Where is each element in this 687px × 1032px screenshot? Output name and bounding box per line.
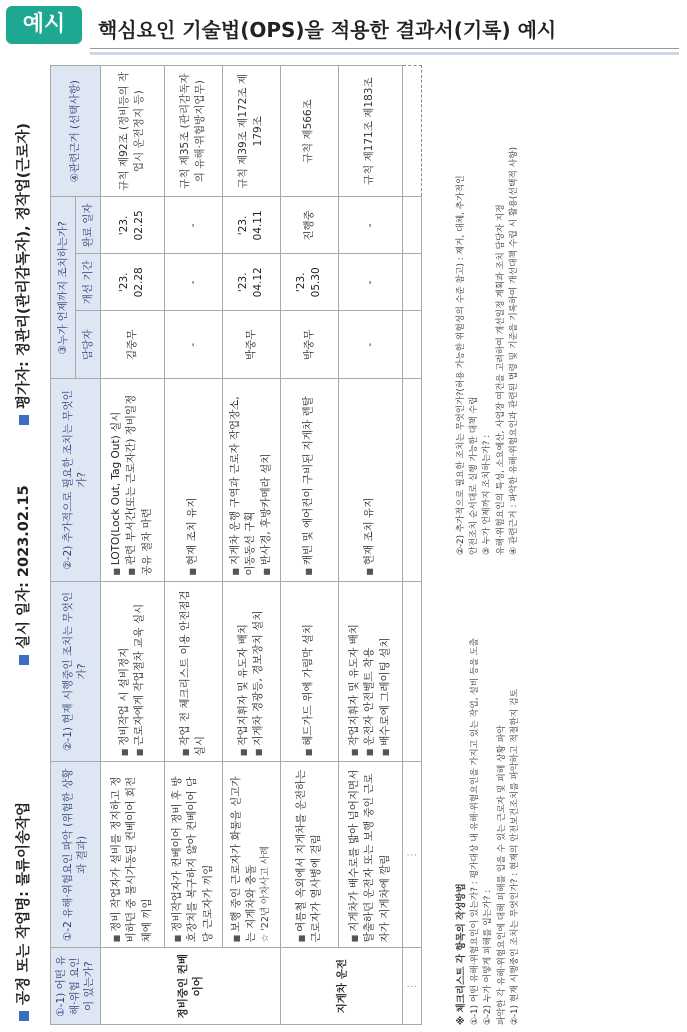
col-header-current: ②-1) 현재 시행중인 조치는 무엇인가? — [51, 581, 101, 762]
note-line: 안전조치 순서대로 실행 가능한 대책 수립 — [469, 396, 480, 555]
hazard-cell: ■ 정비 작업자가 설비를 정지하고 정비하던 중 불시가동된 컨베이어 회전체에 끼임 — [100, 762, 164, 948]
notes-right-column — [455, 115, 521, 555]
note-line: ②-1) 현재 시행중인 조치는 무엇인가? : 현재의 안전보건조치를 파악하고 적절한지 검토 — [509, 688, 520, 1025]
done-cell: '23. 04.11 — [222, 197, 280, 254]
ellipsis-cell: ⋮ — [402, 948, 421, 1025]
table-row — [100, 66, 164, 1025]
note-line: ④ 관련근거 : 파악한 유해·위험요인과 관련된 법령 및 기준을 기록하여 개선대책 수립 시 활용(선택적 사항) — [508, 146, 519, 555]
bullet-square-icon — [19, 1011, 29, 1021]
current-measures-cell: ■ 헤드가드 위에 가림막 설치 — [280, 581, 338, 762]
continuation-row — [402, 66, 421, 1025]
notes-heading: ※ 체크리스트 각 항목의 작성방법 — [456, 883, 467, 1025]
note-line: 파악한 각 유해·위험요인에 대해 피해를 입을 수 있는 근로자 및 피해 상황 파악 — [496, 725, 507, 1025]
title-underline — [90, 52, 679, 55]
additional-measures-cell: ■ 현재 조치 유지 — [164, 379, 222, 582]
basis-cell: 규칙 제92조 (정비등의 작업시 운전정지 등) — [100, 66, 164, 197]
period-cell: '23. 02.28 — [100, 254, 164, 311]
title-divider — [90, 48, 679, 49]
done-cell: - — [338, 197, 402, 254]
hazard-cell: ■ 여름철 옥외에서 지게차를 운전하는 근로자가 열사병에 걸림 — [280, 762, 338, 948]
owner-cell: - — [164, 311, 222, 379]
col-header-when-group: ③누가 언제까지 조치하는가? — [51, 197, 76, 379]
page-title: 핵심요인 기술법(OPS)을 적용한 결과서(기록) 예시 — [98, 18, 557, 42]
col-header-hazard: ①-2 유해·위험요인 파악 (위험한 상황과 결과) — [51, 762, 101, 948]
assessment-table — [50, 65, 422, 1025]
current-measures-cell: ■ 작업지휘자 및 유도자 배치 ■ 지게차 경광등, 경보장치 설치 — [222, 581, 280, 762]
bullet-square-icon — [19, 415, 29, 425]
col-header-task: ①-1) 어떤 유해·위험 요인이 있는가? — [51, 948, 101, 1025]
basis-cell: 규칙 제171조 제183조 — [338, 66, 402, 197]
done-cell: '23. 02.25 — [100, 197, 164, 254]
notes-left-column — [455, 585, 522, 1025]
process-info: 공정 또는 작업명: 물류이송작업 — [12, 802, 33, 1021]
table-row — [338, 66, 402, 1025]
info-header — [6, 65, 42, 1025]
date-info: 실시 일자: 2023.02.15 — [12, 485, 33, 665]
evaluator-info: 평가자: 정관리(관리감독자), 정작업(근로자) — [12, 123, 33, 425]
period-cell: - — [338, 254, 402, 311]
table-row — [222, 66, 280, 1025]
owner-cell: - — [338, 311, 402, 379]
basis-cell: 규칙 제39조 제172조 제179조 — [222, 66, 280, 197]
hazard-cell: ■ 보행 중인 근로자가 화물을 싣고가는 지게차와 충돌 ☆ '22년 아차사고 사례 — [222, 762, 280, 948]
note-line: ③ 누가 언제까지 조치하는가? : — [482, 434, 493, 555]
period-cell: '23. 04.12 — [222, 254, 280, 311]
task-cell: 지게차 운전 — [280, 948, 402, 1025]
col-header-basis: ④관련근거 (선택사항) — [51, 66, 101, 197]
current-measures-cell: ■ 정비작업 시 설비정지 ■ 근로자에게 작업절차 교육 실시 — [100, 581, 164, 762]
period-cell: - — [164, 254, 222, 311]
hazard-cell: ■ 정비작업자가 컨베이어 정비 후 방호장치를 복구하지 않아 컨베이어 담당 근로자가 끼임 — [164, 762, 222, 948]
basis-cell: 규칙 제35조 (관리감독자의 유해·위험방지업무) — [164, 66, 222, 197]
basis-cell: 규칙 제566조 — [280, 66, 338, 197]
table-row — [164, 66, 222, 1025]
note-line: ①-2) 누가 어떻게 피해를 입는가? : — [483, 889, 494, 1025]
table-row — [280, 66, 338, 1025]
additional-measures-cell: ■ 지게차 운행 구역과 근로자 작업장소, 이동동선 구획 ■ 반사경, 후방카메라 설치 — [222, 379, 280, 582]
example-tag: 예시 — [6, 6, 82, 44]
done-cell: 진행중 — [280, 197, 338, 254]
near-miss-note: ☆ '22년 아차사고 사례 — [260, 845, 272, 943]
done-cell: - — [164, 197, 222, 254]
note-line: ①-1) 어떤 유해·위험요인이 있는가? : 평가대상 내 유해·위험요인을 가지고 있는 작업, 설비 등을 도출 — [470, 638, 481, 1025]
hazard-cell: ■ 지게차가 배수로를 밟아 넘어지면서 탈출하던 운전자 또는 보행 중인 근로자가 지게차에 깔림 — [338, 762, 402, 948]
rotated-content — [0, 65, 687, 1025]
note-line: 유해·위험요인의 특성, 소요예산, 사업장 여건을 고려하여 개선일정 계획과 조치 담당자 지정 — [495, 204, 506, 555]
owner-cell: 김중무 — [100, 311, 164, 379]
ellipsis-cell: ⋮ — [402, 762, 421, 948]
col-header-done: 완료 일자 — [75, 197, 100, 254]
owner-cell: 박중무 — [222, 311, 280, 379]
col-header-owner: 담당자 — [75, 311, 100, 379]
period-cell: '23. 05.30 — [280, 254, 338, 311]
col-header-period: 개선 기간 — [75, 254, 100, 311]
current-measures-cell: ■ 작업지휘자 및 유도자 배치 ■ 운전자 안전벨트 착용 ■ 배수로에 그레이팅 설치 — [338, 581, 402, 762]
col-header-additional: ②-2) 추가적으로 필요한 조치는 무엇인가? — [51, 379, 101, 582]
current-measures-cell: ■ 작업 전 체크리스트 이용 안전점검 실시 — [164, 581, 222, 762]
table-header-row — [51, 66, 76, 1025]
task-cell: 정비중인 컨베이어 — [100, 948, 280, 1025]
additional-measures-cell: ■ LOTO(Lock Out, Tag Out) 실시 ■ 관련 부서간(또는 근로자간) 정비일정 공유 절차 마련 — [100, 379, 164, 582]
additional-measures-cell: ■ 현재 조치 유지 — [338, 379, 402, 582]
additional-measures-cell: ■ 캐빈 및 에어컨이 구비된 지게차 렌탈 — [280, 379, 338, 582]
note-line: ②-2) 추가적으로 필요한 조치는 무엇인가?(허용 가능한 위험성의 수준 참고) : 제거, 대체, 추가적인 — [456, 175, 466, 555]
bullet-square-icon — [19, 655, 29, 665]
owner-cell: 박중무 — [280, 311, 338, 379]
